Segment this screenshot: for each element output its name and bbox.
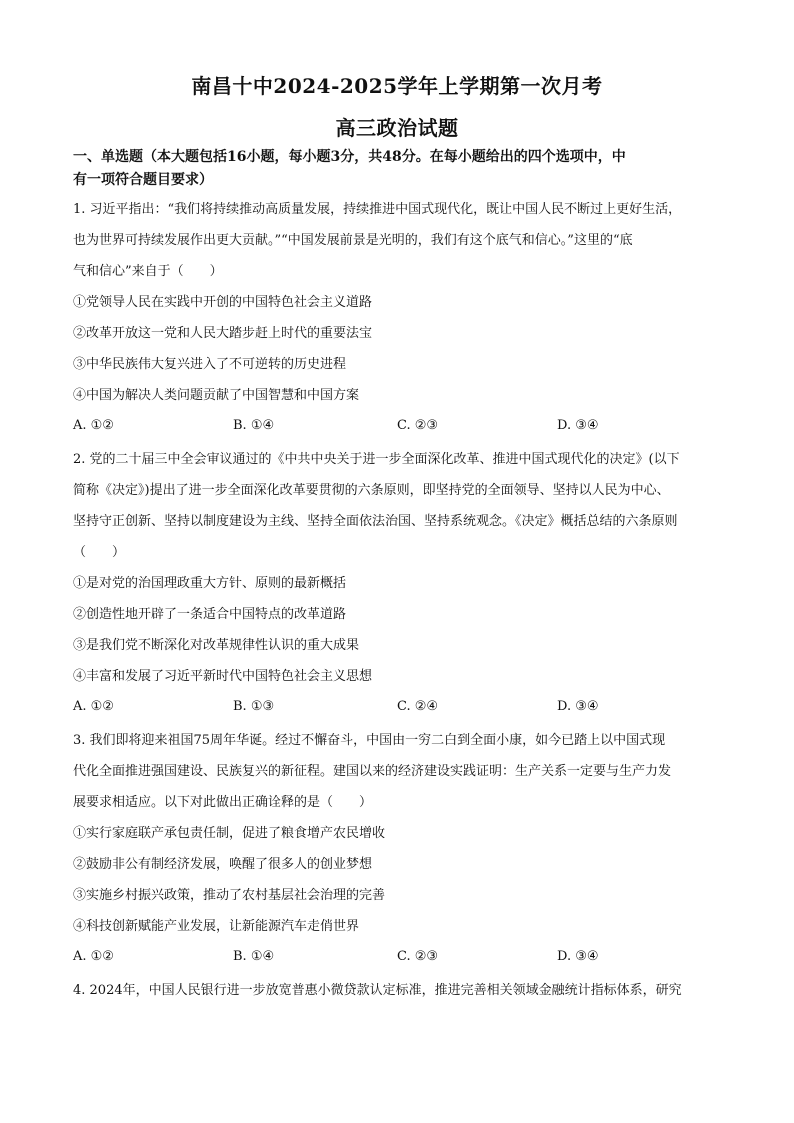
question-2-item: ③是我们党不断深化对改革规律性认识的重大成果 <box>73 638 360 653</box>
question-2-stem-line: （ ） <box>73 545 126 560</box>
option-d: D. ③④ <box>557 949 599 964</box>
question-3-stem-line: 3. 我们即将迎来祖国75周年华诞。经过不懈奋斗，中国由一穷二白到全面小康，如今已踏上以中国式现 <box>73 733 666 748</box>
question-3-stem-line: 展要求相适应。以下对此做出正确诠释的是（ ） <box>73 795 373 810</box>
question-1-stem-line: 1. 习近平指出：“我们将持续推动高质量发展，持续推进中国式现代化，既让中国人民不断过上更好生活， <box>73 202 682 217</box>
question-4-stem-line: 4. 2024年，中国人民银行进一步放宽普惠小微贷款认定标准，推进完善相关领域金融统计指标体系，研究 <box>73 983 682 998</box>
section-heading <box>73 146 723 192</box>
question-1-item: ①党领导人民在实践中开创的中国特色社会主义道路 <box>73 295 373 310</box>
question-3-item: ①实行家庭联产承包责任制，促进了粮食增产农民增收 <box>73 826 386 841</box>
option-a: A. ①② <box>73 418 114 433</box>
option-c: C. ②③ <box>397 949 439 964</box>
question-1-options <box>73 418 733 436</box>
question-1-item: ④中国为解决人类问题贡献了中国智慧和中国方案 <box>73 388 360 403</box>
option-a: A. ①② <box>73 699 114 714</box>
option-c: C. ②③ <box>397 418 439 433</box>
section-heading-line: 一、单选题（本大题包括16小题，每小题3分，共48分。在每小题给出的四个选项中，中 <box>73 149 626 165</box>
question-3-stem-line: 代化全面推进强国建设、民族复兴的新征程。建国以来的经济建设实践证明：生产关系一定要与生产力发 <box>73 764 672 779</box>
question-3-item: ②鼓励非公有制经济发展，唤醒了很多人的创业梦想 <box>73 857 373 872</box>
question-3-item: ③实施乡村振兴政策，推动了农村基层社会治理的完善 <box>73 888 386 903</box>
exam-subtitle: 高三政治试题 <box>335 116 459 140</box>
question-2-item: ①是对党的治国理政重大方针、原则的最新概括 <box>73 576 347 591</box>
question-1-item: ③中华民族伟大复兴进入了不可逆转的历史进程 <box>73 357 347 372</box>
option-b: B. ①④ <box>233 418 275 433</box>
question-3-item: ④科技创新赋能产业发展，让新能源汽车走俏世界 <box>73 919 360 934</box>
option-c: C. ②④ <box>397 699 439 714</box>
option-d: D. ③④ <box>557 699 599 714</box>
question-2-options <box>73 699 733 717</box>
question-2-stem-line: 坚持守正创新、坚持以制度建设为主线、坚持全面依法治国、坚持系统观念。《决定》概括总结的六条原则 <box>73 514 678 529</box>
section-heading-line: 有一项符合题目要求） <box>73 172 213 188</box>
option-b: B. ①④ <box>233 949 275 964</box>
question-2-item: ④丰富和发展了习近平新时代中国特色社会主义思想 <box>73 669 373 684</box>
option-b: B. ①③ <box>233 699 275 714</box>
question-2-item: ②创造性地开辟了一条适合中国特点的改革道路 <box>73 607 347 622</box>
question-2-stem-line: 简称《决定》)提出了进一步全面深化改革要贯彻的六条原则，即坚持党的全面领导、坚持以人民为中心、 <box>73 483 670 498</box>
question-1-item: ②改革开放这一党和人民大踏步赶上时代的重要法宝 <box>73 326 373 341</box>
option-a: A. ①② <box>73 949 114 964</box>
question-1-stem-line: 气和信心”来自于（ ） <box>73 264 223 279</box>
question-1-stem-line: 也为世界可持续发展作出更大贡献。”“中国发展前景是光明的，我们有这个底气和信心。”这里的“底 <box>73 233 633 248</box>
question-2-stem-line: 2. 党的二十届三中全会审议通过的《中共中央关于进一步全面深化改革、推进中国式现代化的决定》(以下 <box>73 452 680 467</box>
question-3-options <box>73 949 733 967</box>
exam-title: 南昌十中2024-2025学年上学期第一次月考 <box>191 74 603 98</box>
option-d: D. ③④ <box>557 418 599 433</box>
